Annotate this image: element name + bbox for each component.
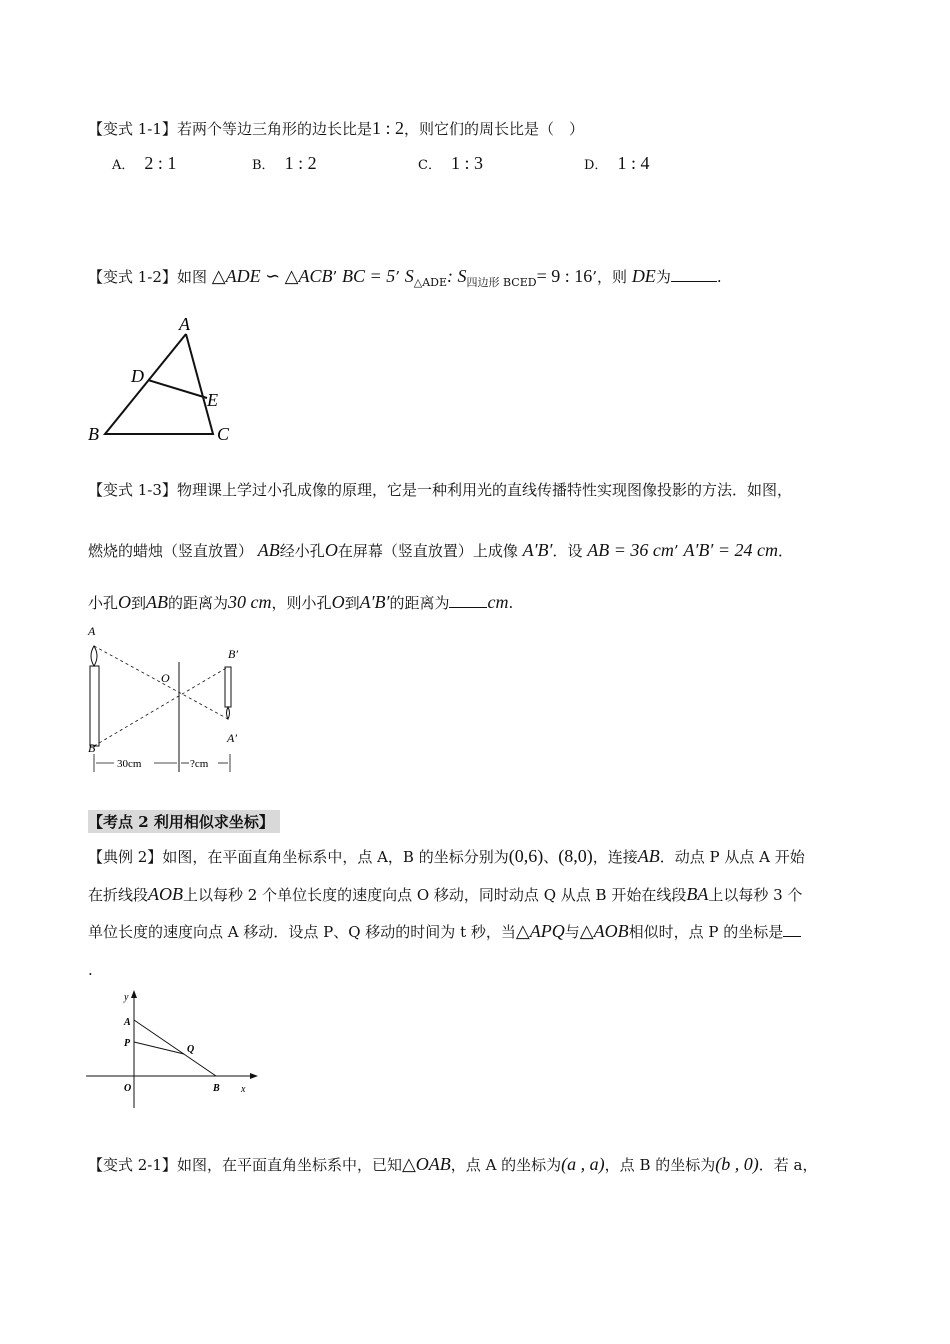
ratio: 1 : 2 xyxy=(371,118,404,138)
similarity: △ADE ∽ △ACB xyxy=(211,266,333,286)
example2-line1: 【典例 2】如图，在平面直角坐标系中，点 A，B 的坐标分别为(0,6)、(8,0)，连接AB．动点 P 从点 A 开始 xyxy=(88,846,805,866)
option-b[interactable]: B． 1 : 2 xyxy=(252,153,317,173)
question-v13-line3: 小孔O到AB的距离为30 cm，则小孔O到A′B′的距离为 cm. xyxy=(88,592,514,612)
pinhole-figure xyxy=(84,622,254,772)
question-tag: 【变式 2-1】 xyxy=(88,1156,177,1174)
label-d: D xyxy=(131,366,144,386)
label-o: O xyxy=(161,671,170,685)
question-text-2: ，则它们的周长比是（ ） xyxy=(403,120,584,138)
question-v21: 【变式 2-1】如图，在平面直角坐标系中，已知△OAB，点 A 的坐标为(a , a)，点 B 的坐标为(b , 0)．若 a， xyxy=(88,1154,818,1174)
answer-blank[interactable] xyxy=(783,936,801,937)
label-b: B xyxy=(213,1083,220,1094)
x-arrow-icon xyxy=(250,1073,258,1079)
option-c[interactable]: C． 1 : 3 xyxy=(418,153,483,173)
label-a: A xyxy=(88,624,96,638)
candle xyxy=(90,666,99,746)
question-v13-line1: 【变式 1-3】物理课上学过小孔成像的原理，它是一种利用光的直线传播特性实现图像投影的方法．如图， xyxy=(88,481,792,499)
example2-line4: . xyxy=(88,961,93,979)
label-a: A xyxy=(124,1017,131,1028)
question-tag: 【典例 2】 xyxy=(88,848,163,866)
coordinate-figure xyxy=(84,988,264,1113)
y-arrow-icon xyxy=(131,990,137,998)
answer-blank[interactable] xyxy=(671,281,717,282)
label-a-prime: A′ xyxy=(227,731,237,745)
question-v13-line2: 燃烧的蜡烛（竖直放置） AB经小孔O在屏幕（竖直放置）上成像 A′B′．设 AB = 36 cm’ A′B′ = 24 cm． xyxy=(88,540,793,560)
example2-line2: 在折线段AOB上以每秒 2 个单位长度的速度向点 O 移动，同时动点 Q 从点 B 开始在线段BA上以每秒 3 个 xyxy=(88,884,803,904)
example2-line3: 单位长度的速度向点 A 移动．设点 P、Q 移动的时间为 t 秒，当△APQ与△AOB相似时，点 P 的坐标是 xyxy=(88,921,801,942)
question-tag: 【变式 1-1】 xyxy=(88,120,177,138)
label-a: A xyxy=(179,314,190,334)
image-candle xyxy=(225,667,231,707)
label-y: y xyxy=(124,992,129,1003)
triangle-figure xyxy=(84,312,244,450)
segment-pq xyxy=(134,1042,184,1054)
label-b-prime: B′ xyxy=(228,647,238,661)
question-tag: 【变式 1-2】 xyxy=(88,268,177,286)
bc-length: BC = 5 xyxy=(342,266,396,286)
label-x: x xyxy=(241,1084,246,1095)
dimension-unknown: ?cm xyxy=(190,758,209,770)
label-p: P xyxy=(124,1038,131,1049)
segment-ab xyxy=(134,1020,216,1076)
answer-blank[interactable] xyxy=(449,607,487,608)
question-v12: 【变式 1-2】如图 △ADE ∽ △ACB’ BC = 5’ $S_{\triangle ADE}$: $S_{四边形 BCED}= 9$ : 16’，则 DE为 . xyxy=(88,266,722,289)
label-o: O xyxy=(124,1083,132,1094)
section-heading: 【考点 2 利用相似求坐标】 xyxy=(88,810,280,833)
option-a[interactable]: A． 2 : 1 xyxy=(112,153,177,173)
question-tag: 【变式 1-3】 xyxy=(88,481,177,499)
label-b: B xyxy=(88,741,96,755)
label-b: B xyxy=(88,424,99,444)
label-c: C xyxy=(217,424,230,444)
image-flame-icon xyxy=(227,707,230,719)
option-d[interactable]: D． 1 : 4 xyxy=(584,153,650,173)
flame-icon xyxy=(91,646,97,666)
question-text: 若两个等边三角形的边长比是 xyxy=(176,120,372,138)
label-q: Q xyxy=(187,1044,195,1055)
label-e: E xyxy=(207,390,218,410)
dimension-30cm: 30cm xyxy=(117,758,142,770)
question-v11 xyxy=(88,118,584,139)
